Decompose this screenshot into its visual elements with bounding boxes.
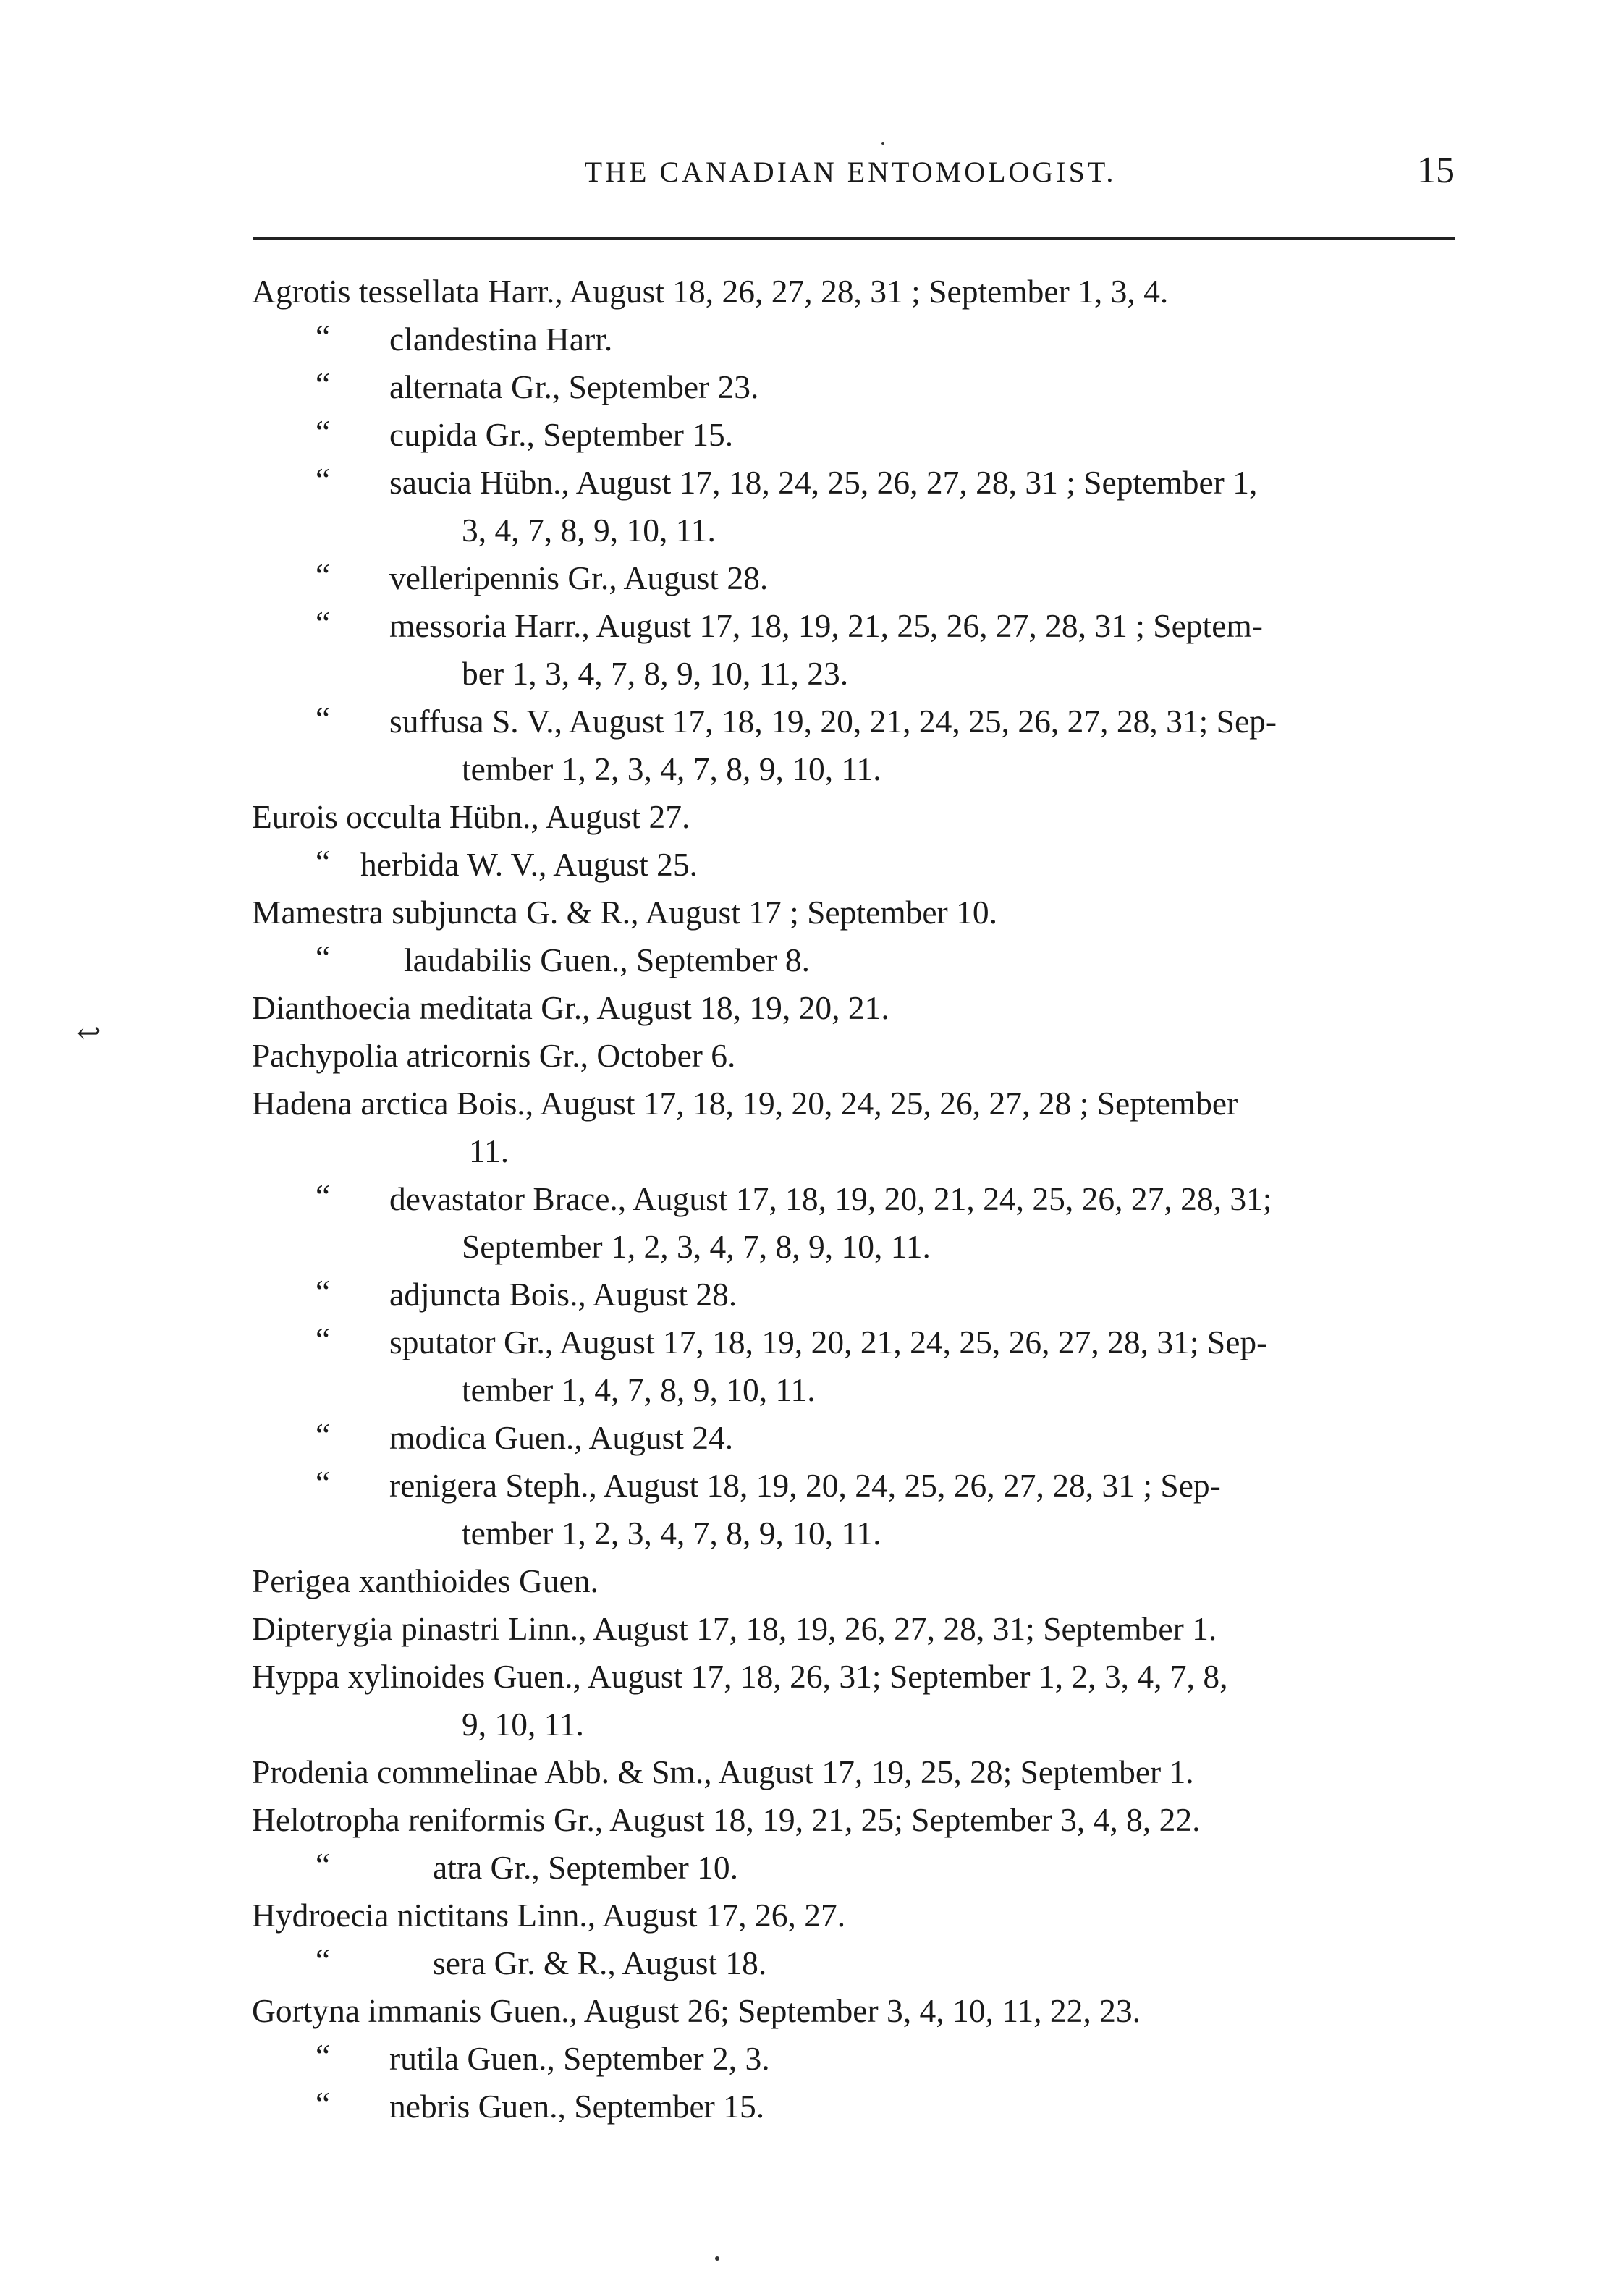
list-line bbox=[252, 1987, 1468, 2035]
ditto-mark: “ bbox=[316, 318, 331, 355]
speck bbox=[881, 142, 884, 145]
list-line bbox=[252, 1175, 1468, 1223]
list-line bbox=[252, 1366, 1468, 1414]
species-entry-text: velleripennis Gr., August 28. bbox=[389, 559, 769, 596]
ditto-mark: “ bbox=[316, 843, 331, 880]
list-line bbox=[252, 363, 1468, 411]
continuation-text: 9, 10, 11. bbox=[462, 1706, 584, 1743]
list-line bbox=[252, 507, 1468, 554]
species-entry-text: laudabilis Guen., September 8. bbox=[404, 941, 811, 978]
species-entry-text: herbida W. V., August 25. bbox=[360, 846, 698, 883]
list-line bbox=[252, 889, 1468, 936]
species-entry-text: sputator Gr., August 17, 18, 19, 20, 21, 24, 25, 26, 27, 28, 31; Sep- bbox=[389, 1324, 1268, 1360]
list-line bbox=[252, 411, 1468, 459]
ditto-mark: “ bbox=[316, 2085, 331, 2122]
list-line bbox=[252, 1080, 1468, 1127]
species-entry-text: suffusa S. V., August 17, 18, 19, 20, 21, 24, 25, 26, 27, 28, 31; Sep- bbox=[389, 703, 1277, 740]
list-line bbox=[252, 1462, 1468, 1510]
list-line bbox=[252, 984, 1468, 1032]
list-line bbox=[252, 1557, 1468, 1605]
genus-entry-text: Perigea xanthioides Guen. bbox=[252, 1562, 599, 1599]
genus-entry-text: Dipterygia pinastri Linn., August 17, 18, 19, 26, 27, 28, 31; September 1. bbox=[252, 1610, 1217, 1647]
continuation-text: 11. bbox=[469, 1133, 509, 1169]
ditto-mark: “ bbox=[316, 1416, 331, 1453]
continuation-text: September 1, 2, 3, 4, 7, 8, 9, 10, 11. bbox=[462, 1228, 931, 1265]
species-entry-text: cupida Gr., September 15. bbox=[389, 416, 734, 453]
list-line bbox=[252, 1653, 1468, 1701]
page-number: 15 bbox=[1417, 150, 1455, 191]
continuation-text: tember 1, 4, 7, 8, 9, 10, 11. bbox=[462, 1371, 816, 1408]
list-line bbox=[252, 650, 1468, 698]
species-list bbox=[252, 268, 1468, 2130]
list-line bbox=[252, 1271, 1468, 1319]
list-line bbox=[252, 936, 1468, 984]
species-entry-text: rutila Guen., September 2, 3. bbox=[389, 2040, 770, 2077]
continuation-text: tember 1, 2, 3, 4, 7, 8, 9, 10, 11. bbox=[462, 750, 881, 787]
genus-entry-text: Mamestra subjuncta G. & R., August 17 ; September 10. bbox=[252, 894, 997, 931]
species-entry-text: adjuncta Bois., August 28. bbox=[389, 1276, 737, 1313]
list-line bbox=[252, 698, 1468, 745]
list-line bbox=[252, 554, 1468, 602]
ditto-mark: “ bbox=[316, 1464, 331, 1501]
list-line bbox=[252, 1414, 1468, 1462]
ditto-mark: “ bbox=[316, 939, 331, 975]
ditto-mark: “ bbox=[316, 2037, 331, 2074]
ditto-mark: “ bbox=[316, 1177, 331, 1214]
species-entry-text: modica Guen., August 24. bbox=[389, 1419, 734, 1456]
header-rule bbox=[253, 237, 1455, 240]
list-line bbox=[252, 745, 1468, 793]
genus-entry-text: Prodenia commelinae Abb. & Sm., August 17, 19, 25, 28; September 1. bbox=[252, 1753, 1194, 1790]
continuation-text: ber 1, 3, 4, 7, 8, 9, 10, 11, 23. bbox=[462, 655, 849, 692]
list-line bbox=[252, 2083, 1468, 2130]
species-entry-text: sera Gr. & R., August 18. bbox=[433, 1944, 767, 1981]
list-line bbox=[252, 841, 1468, 889]
ditto-mark: “ bbox=[316, 1942, 331, 1978]
list-line bbox=[252, 1223, 1468, 1271]
species-entry-text: messoria Harr., August 17, 18, 19, 21, 25, 26, 27, 28, 31 ; Septem- bbox=[389, 607, 1263, 644]
species-entry-text: nebris Guen., September 15. bbox=[389, 2088, 765, 2125]
genus-entry-text: Hydroecia nictitans Linn., August 17, 26, 27. bbox=[252, 1897, 846, 1934]
species-entry-text: saucia Hübn., August 17, 18, 24, 25, 26, 27, 28, 31 ; September 1, bbox=[389, 464, 1258, 501]
speck bbox=[715, 2256, 719, 2261]
species-entry-text: clandestina Harr. bbox=[389, 321, 613, 357]
genus-entry-text: Hadena arctica Bois., August 17, 18, 19, 20, 24, 25, 26, 27, 28 ; September bbox=[252, 1085, 1238, 1122]
genus-entry-text: Dianthoecia meditata Gr., August 18, 19, 20, 21. bbox=[252, 989, 889, 1026]
running-title: THE CANADIAN ENTOMOLOGIST. bbox=[584, 156, 1117, 188]
list-line bbox=[252, 1748, 1468, 1796]
list-line bbox=[252, 1032, 1468, 1080]
genus-entry-text: Agrotis tessellata Harr., August 18, 26, 27, 28, 31 ; September 1, 3, 4. bbox=[252, 273, 1169, 310]
genus-entry-text: Helotropha reniformis Gr., August 18, 19, 21, 25; September 3, 4, 8, 22. bbox=[252, 1801, 1201, 1838]
page-header bbox=[246, 150, 1455, 206]
list-line bbox=[252, 1510, 1468, 1557]
ditto-mark: “ bbox=[316, 461, 331, 498]
ditto-mark: “ bbox=[316, 604, 331, 641]
list-line bbox=[252, 1796, 1468, 1844]
ditto-mark: “ bbox=[316, 413, 331, 450]
margin-mark: ↩ bbox=[77, 1017, 101, 1049]
list-line bbox=[252, 1939, 1468, 1987]
ditto-mark: “ bbox=[316, 556, 331, 593]
genus-entry-text: Eurois occulta Hübn., August 27. bbox=[252, 798, 690, 835]
list-line bbox=[252, 1127, 1468, 1175]
continuation-text: 3, 4, 7, 8, 9, 10, 11. bbox=[462, 512, 716, 549]
list-line bbox=[252, 1605, 1468, 1653]
list-line bbox=[252, 316, 1468, 363]
list-line bbox=[252, 268, 1468, 316]
ditto-mark: “ bbox=[316, 1321, 331, 1358]
species-entry-text: renigera Steph., August 18, 19, 20, 24, 25, 26, 27, 28, 31 ; Sep- bbox=[389, 1467, 1221, 1504]
genus-entry-text: Pachypolia atricornis Gr., October 6. bbox=[252, 1037, 736, 1074]
list-line bbox=[252, 1844, 1468, 1892]
list-line bbox=[252, 1701, 1468, 1748]
species-entry-text: alternata Gr., September 23. bbox=[389, 368, 759, 405]
list-line bbox=[252, 1892, 1468, 1939]
list-line bbox=[252, 602, 1468, 650]
species-entry-text: atra Gr., September 10. bbox=[433, 1849, 739, 1886]
list-line bbox=[252, 459, 1468, 507]
list-line bbox=[252, 793, 1468, 841]
ditto-mark: “ bbox=[316, 700, 331, 737]
ditto-mark: “ bbox=[316, 1846, 331, 1883]
ditto-mark: “ bbox=[316, 365, 331, 402]
genus-entry-text: Hyppa xylinoides Guen., August 17, 18, 26, 31; September 1, 2, 3, 4, 7, 8, bbox=[252, 1658, 1228, 1695]
ditto-mark: “ bbox=[316, 1273, 331, 1310]
genus-entry-text: Gortyna immanis Guen., August 26; September 3, 4, 10, 11, 22, 23. bbox=[252, 1992, 1141, 2029]
list-line bbox=[252, 2035, 1468, 2083]
species-entry-text: devastator Brace., August 17, 18, 19, 20, 21, 24, 25, 26, 27, 28, 31; bbox=[389, 1180, 1272, 1217]
continuation-text: tember 1, 2, 3, 4, 7, 8, 9, 10, 11. bbox=[462, 1515, 881, 1552]
list-line bbox=[252, 1319, 1468, 1366]
